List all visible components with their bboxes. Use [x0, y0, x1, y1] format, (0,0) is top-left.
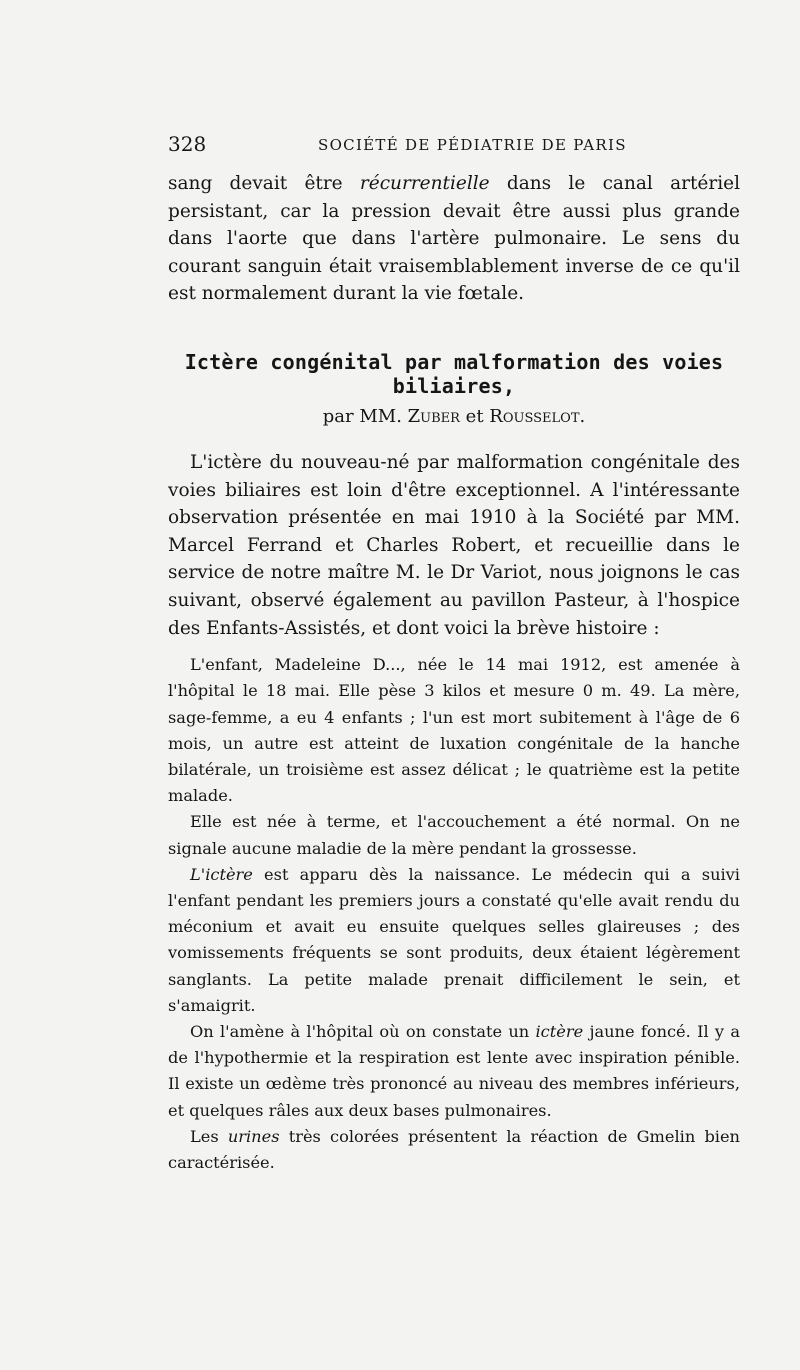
- observation-paragraph: L'ictère est apparu dès la naissance. Le médecin qui a suivi l'enfant pendant les premiers jours a constaté qu'elle avait rendu du méconium et avait eu ensuite quelques selles glaireuses ; des vomissements fréquents se sont produits, deux étaient légèrement sanglants. La petite malade prenait difficilement le sein, et s'amaigrit.: [168, 864, 740, 1015]
- article-byline: par MM. Zuber et Rousselot.: [322, 405, 586, 427]
- running-head: SOCIÉTÉ DE PÉDIATRIE DE PARIS: [318, 136, 627, 154]
- observation-paragraph: Elle est née à terme, et l'accouchement a été normal. On ne signale aucune maladie de la mère pendant la grossesse.: [168, 812, 740, 858]
- observation-paragraph: Les urines très colorées présentent la réaction de Gmelin bien caractérisée.: [168, 1126, 740, 1172]
- article-title: Ictère congénital par malformation des voies biliaires,: [184, 349, 724, 398]
- emphasis: L'ictère: [190, 864, 253, 884]
- page-number: 328: [168, 132, 207, 156]
- emphasis: ictère: [535, 1021, 584, 1041]
- continued-paragraph: sang devait être récurrentielle dans le canal artériel persistant, car la pression devait être aussi plus grande dans l'aorte que dans l'artère pulmonaire. Le sens du courant sanguin était vraisemblablement inverse de ce qu'il est normalement durant la vie fœtale.: [168, 173, 740, 305]
- author-name: Rousselot: [489, 405, 580, 427]
- emphasis: récurrentielle: [359, 173, 490, 194]
- observation-paragraph: On l'amène à l'hôpital où on constate un ictère jaune foncé. Il y a de l'hypothermie et la respiration est lente avec inspiration pénible. Il existe un œdème très prononcé au niveau des membres inférieurs, et quelques râles aux deux bases pulmonaires.: [168, 1021, 741, 1120]
- author-name: Zuber: [407, 405, 460, 427]
- page-header: [168, 132, 740, 162]
- intro-paragraph: L'ictère du nouveau-né par malformation congénitale des voies biliaires est loin d'être exceptionnel. A l'intéressante observation présentée en mai 1910 à la Société par MM. Marcel Ferrand et Charles Robert, et recueillie dans le service de notre maître M. le Dr Variot, nous joignons le cas suivant, observé également au pavillon Pasteur, à l'hospice des Enfants-Assistés, et dont voici la brève histoire :: [168, 451, 740, 639]
- page-body: [168, 170, 740, 1176]
- observation-paragraph: L'enfant, Madeleine D..., née le 14 mai 1912, est amenée à l'hôpital le 18 mai. Elle pèse 3 kilos et mesure 0 m. 49. La mère, sage-femme, a eu 4 enfants ; l'un est mort subitement à l'âge de 6 mois, un autre est atteint de luxation congénitale de la hanche bilatérale, un troisième est assez délicat ; le quatrième est la petite malade.: [168, 655, 740, 806]
- emphasis: urines: [227, 1126, 280, 1146]
